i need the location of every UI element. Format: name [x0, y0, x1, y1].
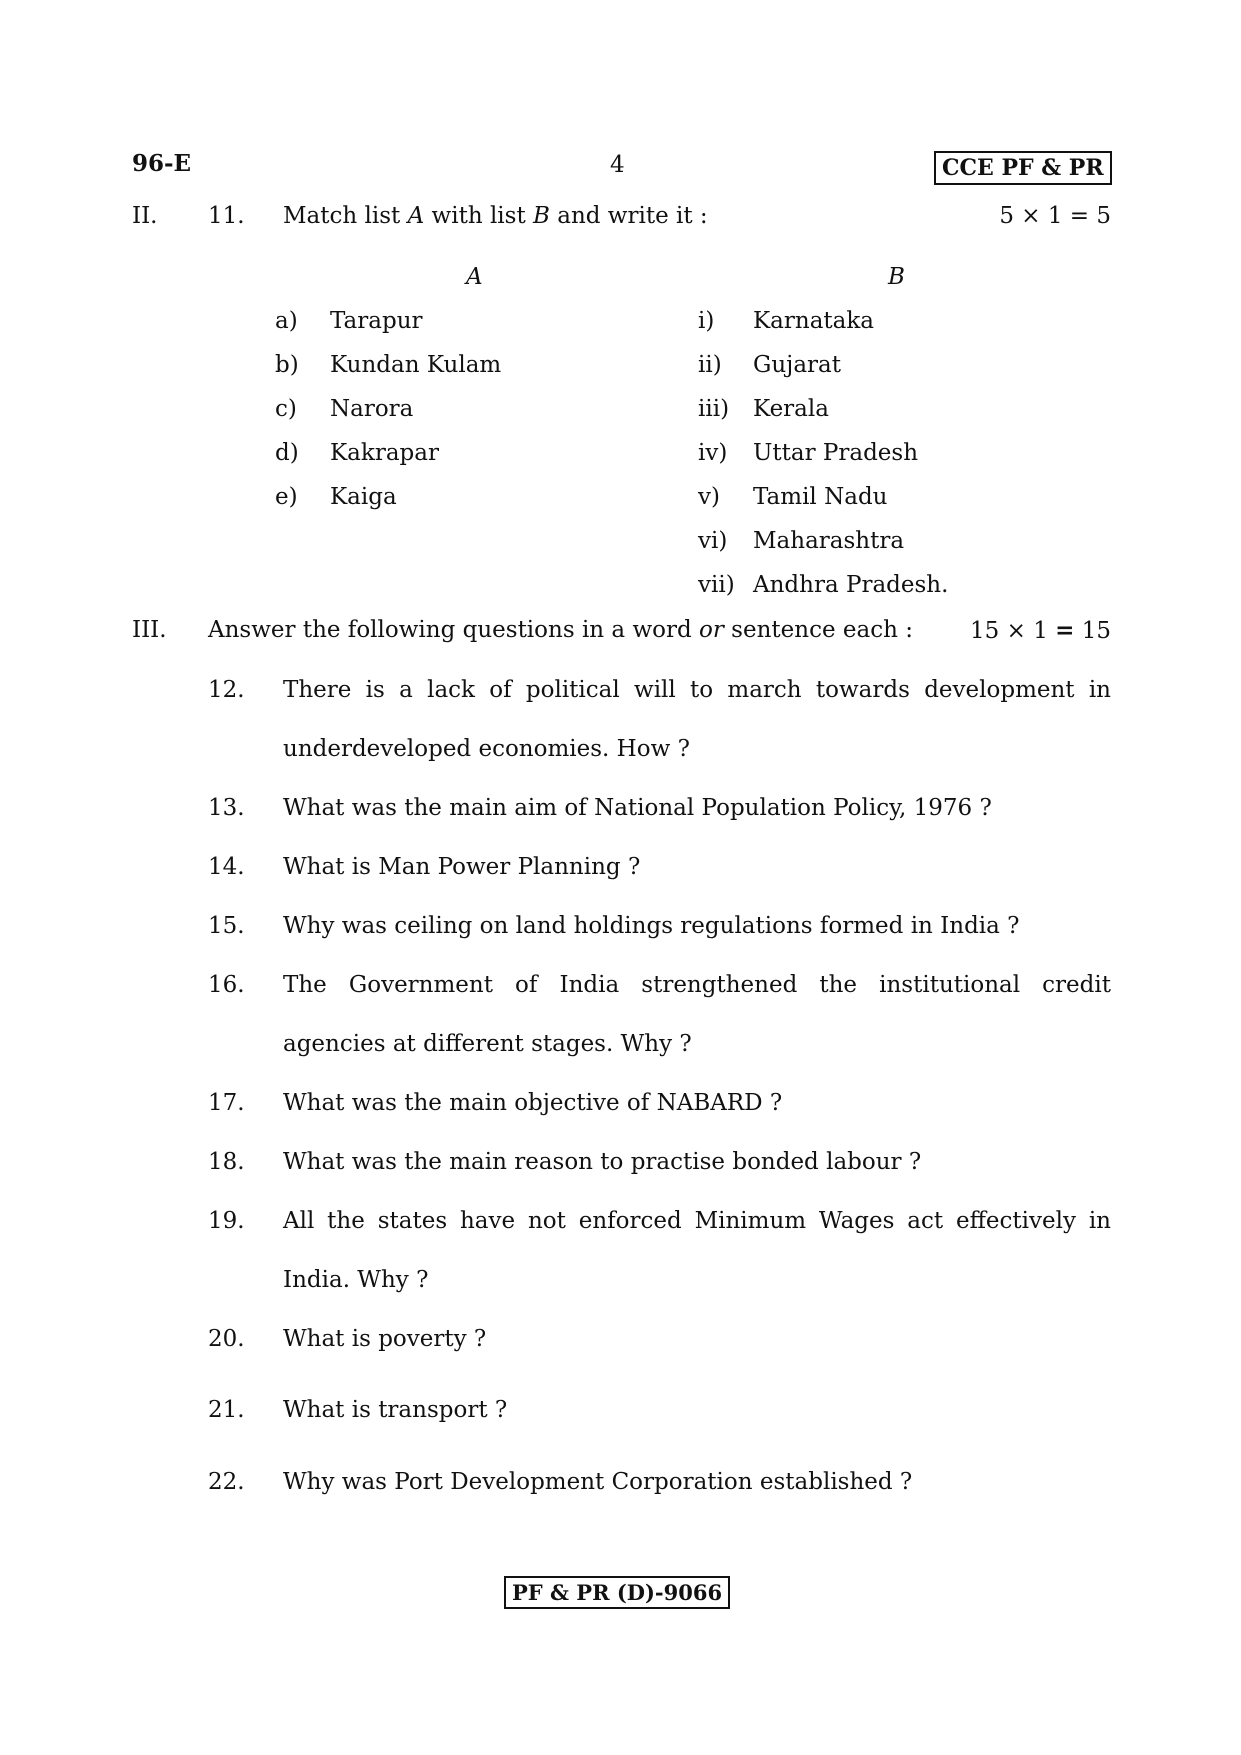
question-18-number: 18. — [208, 1149, 245, 1175]
section-2-roman: II. — [132, 203, 158, 229]
list-b-label-v: v) — [698, 484, 720, 510]
footer-code-box: PF & PR (D)-9066 — [504, 1576, 730, 1609]
section-3-marks: 15 × 1 = 15 — [970, 617, 1111, 644]
question-19-number: 19. — [208, 1208, 245, 1234]
question-15-number: 15. — [208, 913, 245, 939]
paper-code: 96-E — [132, 150, 192, 177]
question-14-text: What is Man Power Planning ? — [283, 854, 641, 880]
page-number: 4 — [610, 152, 625, 178]
question-12-line-1: There is a lack of political will to march towards development in — [283, 677, 1111, 703]
list-a-item-d: Kakrapar — [330, 440, 439, 466]
list-a-label-e: e) — [275, 484, 298, 510]
list-a-item-c: Narora — [330, 396, 414, 422]
question-11-number: 11. — [208, 203, 245, 229]
list-b-item-vii: Andhra Pradesh. — [753, 572, 949, 598]
list-a-label-a: a) — [275, 308, 298, 334]
list-b-item-vi: Maharashtra — [753, 528, 905, 554]
question-22-text: Why was Port Development Corporation established ? — [283, 1469, 913, 1495]
paper-title-box: CCE PF & PR — [934, 151, 1112, 185]
list-b-label-iv: iv) — [698, 440, 728, 466]
list-a-label-d: d) — [275, 440, 299, 466]
list-b-item-iv: Uttar Pradesh — [753, 440, 919, 466]
list-b-label-i: i) — [698, 308, 715, 334]
list-a-label-b: b) — [275, 352, 299, 378]
question-12-number: 12. — [208, 677, 245, 703]
question-15-text: Why was ceiling on land holdings regulations formed in India ? — [283, 913, 1020, 939]
list-b-label-vi: vi) — [698, 528, 728, 554]
question-17-number: 17. — [208, 1090, 245, 1116]
list-b-heading: B — [888, 264, 905, 290]
list-b-label-ii: ii) — [698, 352, 722, 378]
question-12-line-2: underdeveloped economies. How ? — [283, 736, 690, 762]
question-20-number: 20. — [208, 1326, 245, 1352]
question-16-number: 16. — [208, 972, 245, 998]
section-3-roman: III. — [132, 617, 167, 643]
list-a-heading: A — [466, 264, 483, 290]
question-16-line-2: agencies at different stages. Why ? — [283, 1031, 692, 1057]
list-a-item-a: Tarapur — [330, 308, 423, 334]
question-19-line-1: All the states have not enforced Minimum Wages act effectively in — [283, 1208, 1111, 1234]
question-18-text: What was the main reason to practise bonded labour ? — [283, 1149, 922, 1175]
list-b-label-vii: vii) — [698, 572, 735, 598]
question-19-line-2: India. Why ? — [283, 1267, 429, 1293]
list-b-label-iii: iii) — [698, 396, 730, 422]
list-b-item-i: Karnataka — [753, 308, 875, 334]
question-17-text: What was the main objective of NABARD ? — [283, 1090, 783, 1116]
question-14-number: 14. — [208, 854, 245, 880]
question-21-text: What is transport ? — [283, 1397, 508, 1423]
question-20-text: What is poverty ? — [283, 1326, 487, 1352]
list-b-item-iii: Kerala — [753, 396, 829, 422]
list-a-label-c: c) — [275, 396, 297, 422]
question-11-marks: 5 × 1 = 5 — [999, 203, 1111, 229]
question-16-line-1: The Government of India strengthened the institutional credit — [283, 972, 1111, 998]
question-21-number: 21. — [208, 1397, 245, 1423]
list-a-item-b: Kundan Kulam — [330, 352, 502, 378]
question-22-number: 22. — [208, 1469, 245, 1495]
section-3-instruction: Answer the following questions in a word or sentence each : — [208, 617, 913, 643]
list-b-item-v: Tamil Nadu — [753, 484, 888, 510]
list-a-item-e: Kaiga — [330, 484, 397, 510]
list-b-item-ii: Gujarat — [753, 352, 841, 378]
question-11-text: Match list A with list B and write it : — [283, 203, 708, 229]
question-13-text: What was the main aim of National Population Policy, 1976 ? — [283, 795, 992, 821]
question-13-number: 13. — [208, 795, 245, 821]
